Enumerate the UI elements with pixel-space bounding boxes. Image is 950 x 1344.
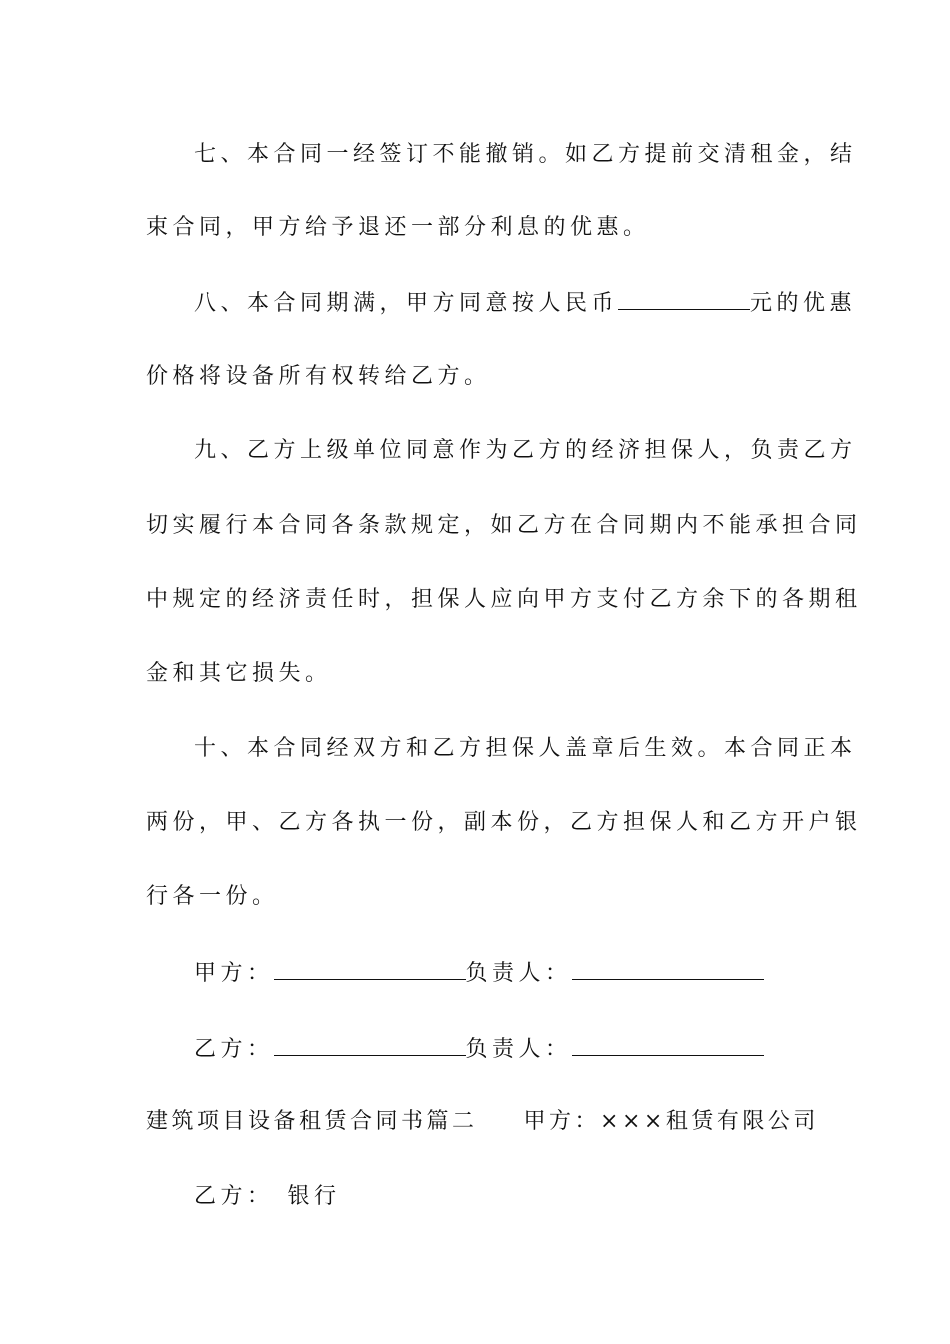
party-a-label: 甲方： — [194, 961, 274, 986]
section-2-party-b-label: 乙方： — [194, 1184, 274, 1209]
section-2-title: 建筑项目设备租赁合同书篇二 — [146, 1109, 478, 1134]
clause-9-line-3: 中规定的经济责任时，担保人应向甲方支付乙方余下的各期租 — [146, 587, 862, 612]
clause-8-line-2: 价格将设备所有权转给乙方。 — [146, 364, 491, 389]
section-2-party-a: 甲方：×××租赁有限公司 — [523, 1109, 819, 1134]
clause-9-line-2: 切实履行本合同各条款规定，如乙方在合同期内不能承担合同 — [146, 513, 862, 538]
party-b-label: 乙方： — [194, 1037, 274, 1062]
clause-9-line-1: 九、乙方上级单位同意作为乙方的经济担保人，负责乙方 — [194, 438, 857, 463]
clause-8-text-before-blank: 八、本合同期满，甲方同意按人民币 — [194, 291, 619, 316]
clause-8-line-1 — [194, 287, 856, 319]
party-b-blank — [274, 1033, 466, 1056]
signature-line-party-b — [194, 1033, 764, 1065]
clause-8-text-after-blank: 元的优惠 — [750, 291, 857, 316]
clause-10-line-3: 行各一份。 — [146, 884, 279, 909]
party-a-blank — [274, 957, 466, 980]
price-blank — [618, 287, 750, 310]
signature-line-party-a — [194, 957, 764, 989]
party-b-rep-label: 负责人： — [465, 1037, 572, 1062]
section-2-heading-line — [146, 1107, 819, 1137]
clause-10-line-2: 两份，甲、乙方各执一份，副本份，乙方担保人和乙方开户银 — [146, 810, 862, 835]
clause-10-line-1: 十、本合同经双方和乙方担保人盖章后生效。本合同正本 — [194, 736, 857, 761]
clause-9-line-4: 金和其它损失。 — [146, 661, 332, 686]
party-a-rep-blank — [572, 957, 764, 980]
party-a-rep-label: 负责人： — [465, 961, 572, 986]
clause-7-line-1: 七、本合同一经签订不能撤销。如乙方提前交清租金，结 — [194, 142, 857, 167]
party-b-rep-blank — [572, 1033, 764, 1056]
section-2-party-b-value: 银行 — [287, 1184, 341, 1209]
section-2-party-b-line — [194, 1182, 341, 1212]
clause-7-line-2: 束合同，甲方给予退还一部分利息的优惠。 — [146, 215, 650, 240]
